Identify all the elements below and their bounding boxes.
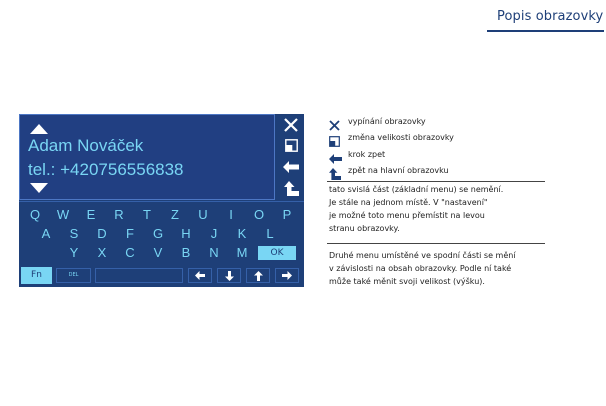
home-return-icon[interactable]	[278, 181, 304, 201]
key-f[interactable]: F	[126, 226, 134, 241]
key-q[interactable]: Q	[29, 207, 41, 222]
key-x[interactable]: X	[97, 245, 107, 260]
note-line: stranu obrazovky.	[329, 224, 400, 233]
delete-button[interactable]: DEL	[56, 268, 91, 283]
divider	[327, 243, 545, 244]
key-l[interactable]: L	[266, 226, 274, 241]
key-y[interactable]: Y	[69, 245, 79, 260]
side-menu-note	[329, 183, 503, 235]
key-n[interactable]: N	[209, 245, 219, 260]
space-bar[interactable]	[95, 268, 183, 283]
key-g[interactable]: G	[152, 226, 164, 241]
arrow-right-icon[interactable]	[275, 268, 299, 283]
contact-phone: tel.: +420756556838	[28, 160, 184, 179]
device-screen	[19, 114, 304, 287]
key-k[interactable]: K	[237, 226, 247, 241]
key-u[interactable]: U	[198, 207, 208, 222]
legend-item-resize	[329, 132, 549, 146]
divider	[327, 181, 545, 182]
close-icon[interactable]	[278, 118, 304, 138]
key-t[interactable]: T	[143, 207, 151, 222]
side-menu	[278, 114, 304, 200]
note-line: Druhé menu umístěné ve spodní části se mění	[329, 251, 516, 260]
key-w[interactable]: W	[56, 207, 70, 222]
back-arrow-icon[interactable]	[278, 161, 304, 181]
title-underline	[487, 30, 604, 32]
key-p[interactable]: P	[282, 207, 292, 222]
key-z[interactable]: Z	[171, 207, 179, 222]
key-j[interactable]: J	[210, 226, 218, 241]
ok-button[interactable]: OK	[258, 246, 296, 260]
note-line: může také měnit svoji velikost (výšku).	[329, 277, 485, 286]
key-b[interactable]: B	[181, 245, 191, 260]
resize-icon	[329, 132, 341, 144]
page-title: Popis obrazovky	[497, 9, 604, 24]
contact-panel	[19, 114, 275, 200]
scroll-up-icon[interactable]	[30, 124, 48, 134]
arrow-down-icon[interactable]	[217, 268, 241, 283]
legend-item-close	[329, 116, 549, 130]
bottom-menu-note	[329, 249, 516, 288]
home-return-icon	[329, 165, 341, 177]
scroll-down-icon[interactable]	[30, 183, 48, 193]
legend-item-home	[329, 165, 549, 179]
key-s[interactable]: S	[69, 226, 79, 241]
key-o[interactable]: O	[253, 207, 265, 222]
contact-name: Adam Nováček	[28, 136, 144, 155]
key-a[interactable]: A	[41, 226, 51, 241]
note-line: Je stále na jednom místě. V "nastavení"	[329, 198, 488, 207]
keyboard-divider	[19, 201, 304, 202]
bottom-menu	[19, 266, 304, 287]
legend-item-back	[329, 149, 549, 163]
close-icon	[329, 116, 341, 128]
back-arrow-icon	[329, 149, 341, 161]
key-e[interactable]: E	[86, 207, 96, 222]
note-line: je možné toto menu přemístit na levou	[329, 211, 485, 220]
note-line: v závislosti na obsah obrazovky. Podle ní také	[329, 264, 512, 273]
legend-label: vypínání obrazovky	[348, 117, 426, 126]
fn-button[interactable]: Fn	[21, 267, 52, 284]
key-c[interactable]: C	[125, 245, 135, 260]
legend-label: krok zpet	[348, 150, 386, 159]
legend-label: změna velikosti obrazovky	[348, 133, 454, 142]
note-line: tato svislá část (základní menu) se nemění.	[329, 185, 504, 194]
legend-label: zpět na hlavní obrazovku	[348, 166, 449, 175]
key-h[interactable]: H	[181, 226, 191, 241]
key-v[interactable]: V	[153, 245, 163, 260]
key-r[interactable]: R	[114, 207, 124, 222]
key-i[interactable]: I	[229, 207, 233, 222]
key-m[interactable]: M	[236, 245, 248, 260]
arrow-left-icon[interactable]	[188, 268, 212, 283]
arrow-up-icon[interactable]	[246, 268, 270, 283]
key-d[interactable]: D	[97, 226, 107, 241]
resize-icon[interactable]	[278, 139, 304, 159]
